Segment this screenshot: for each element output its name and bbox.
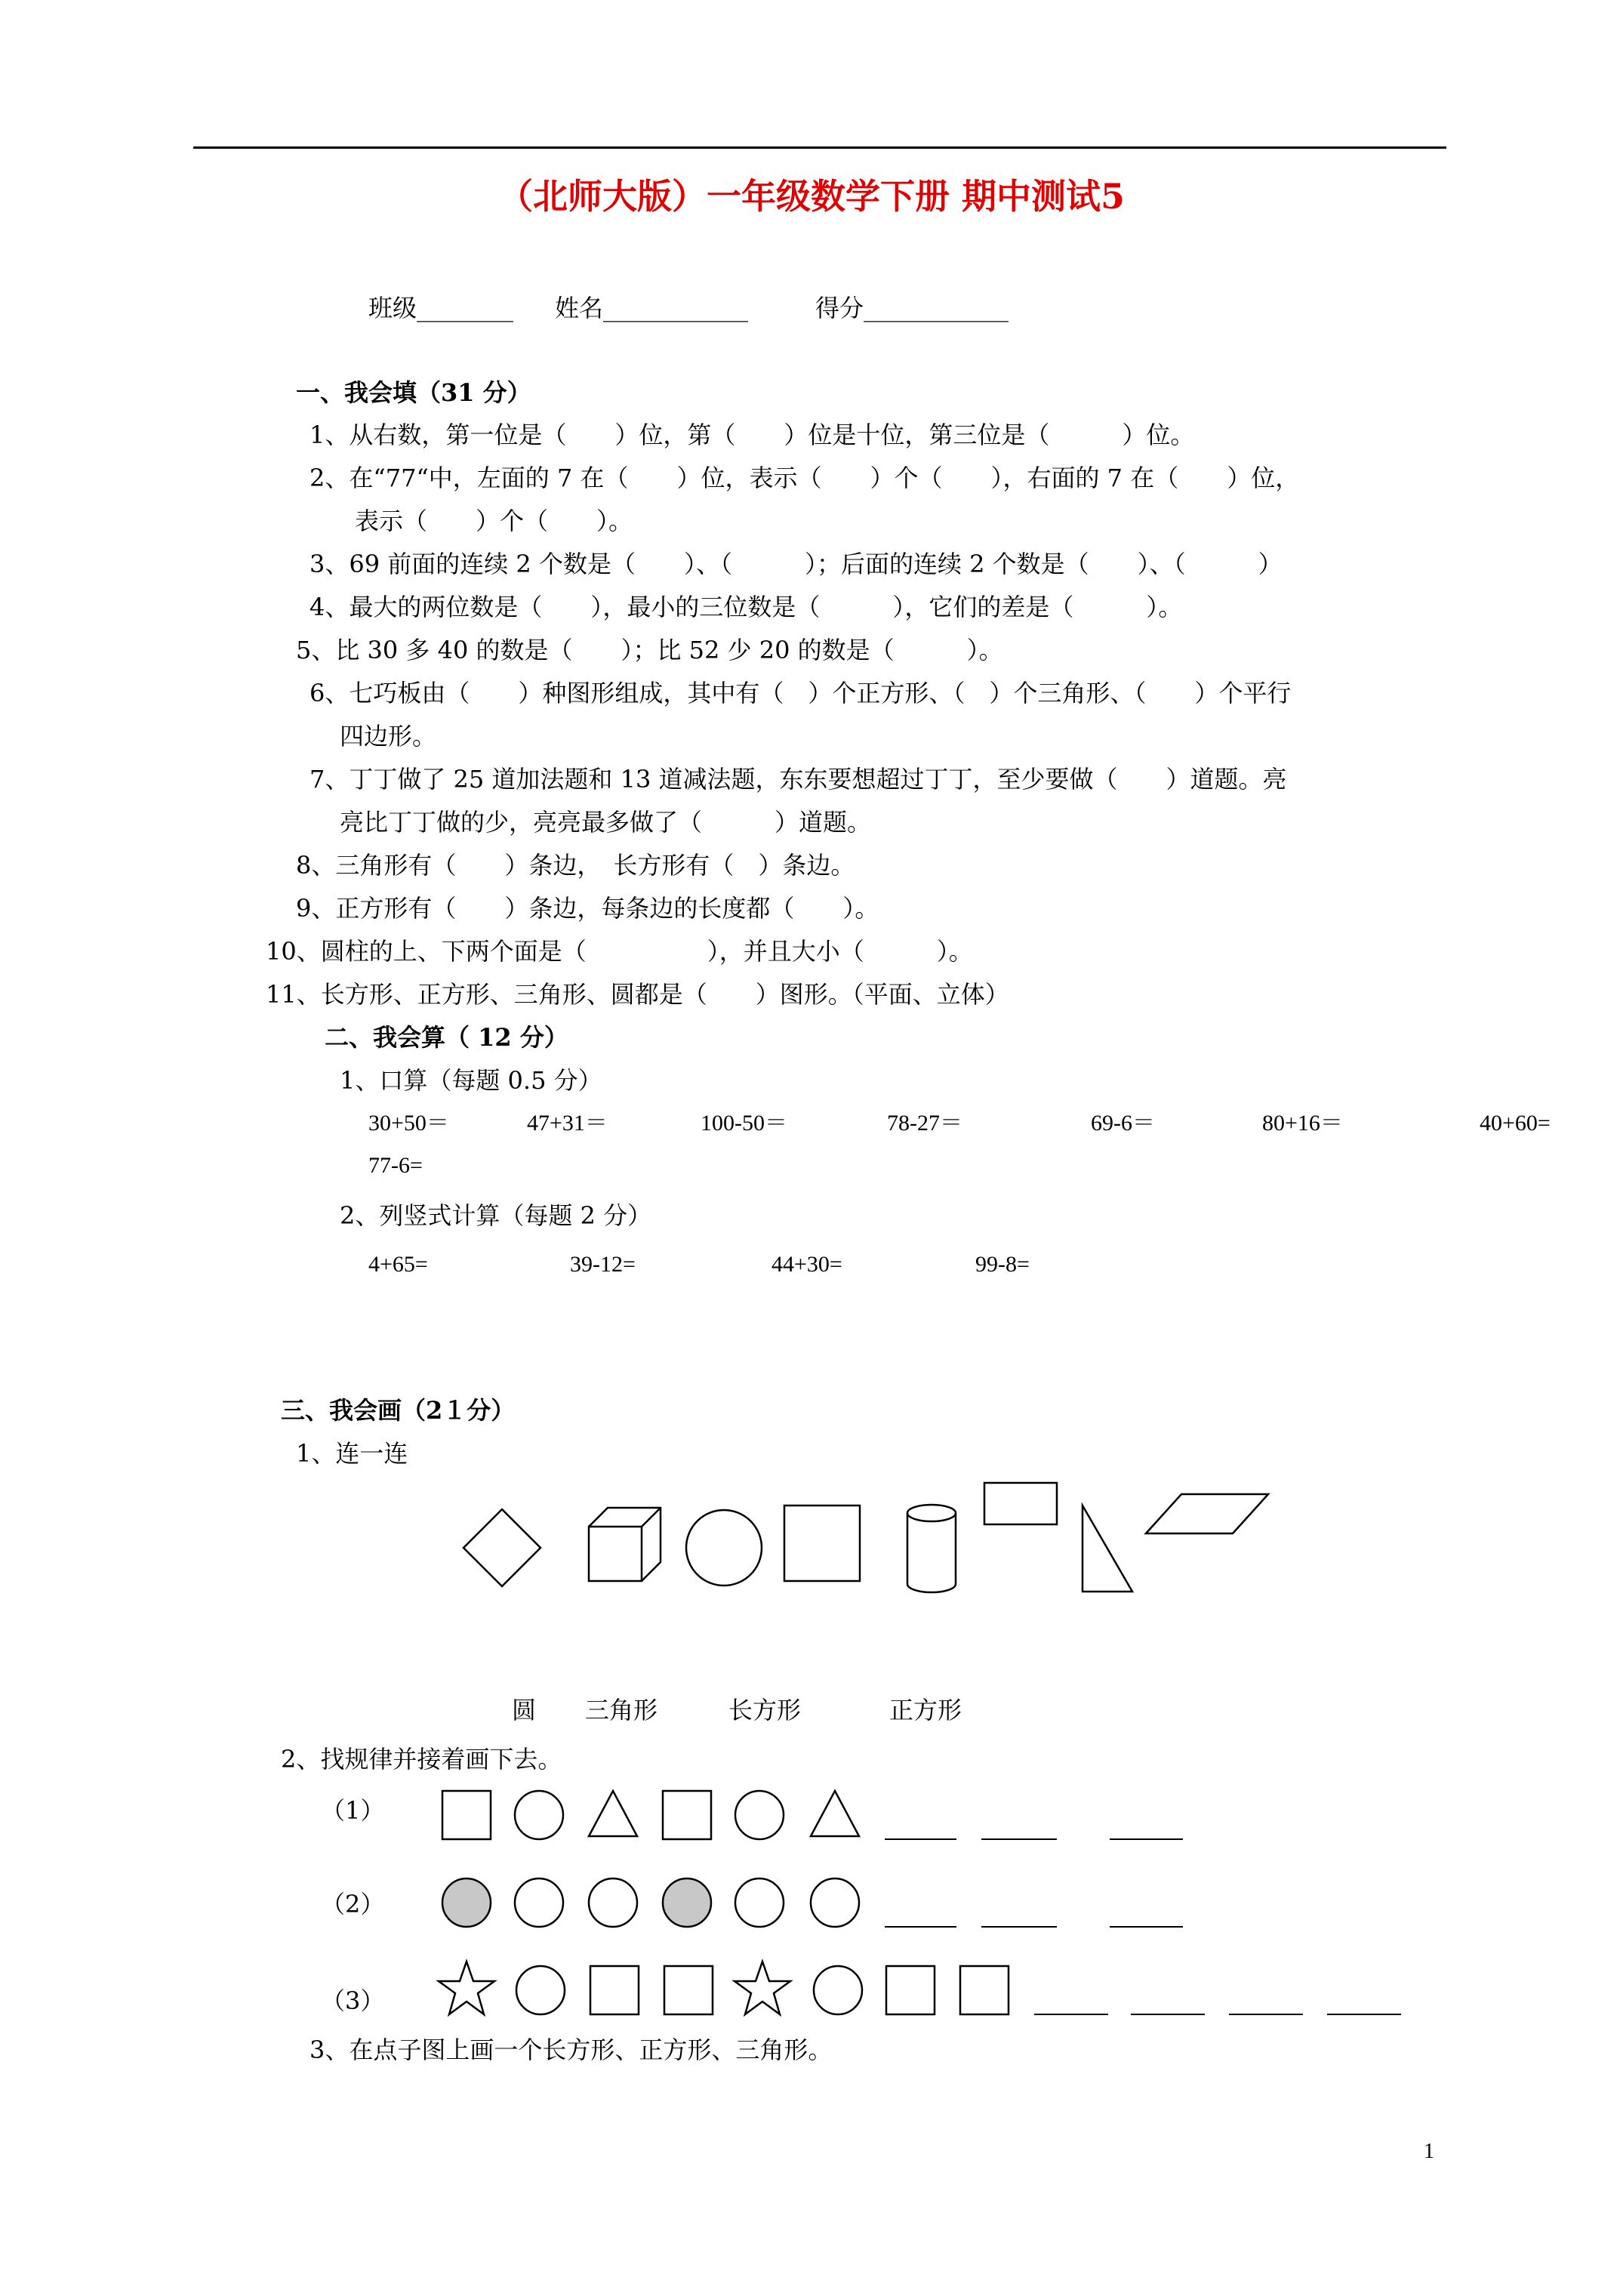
row-label: （3）	[321, 1986, 385, 2015]
row-label: （2）	[321, 1890, 385, 1918]
oral-item: 40+60=	[1480, 1111, 1551, 1136]
oral-item: 78-27＝	[887, 1111, 962, 1136]
shape-name: 三角形	[585, 1696, 658, 1724]
vertical-item: 4+65=	[368, 1252, 428, 1277]
vertical-sub: 2、列竖式计算（每题 2 分）	[340, 1201, 652, 1230]
oral-item: 47+31＝	[527, 1111, 608, 1136]
cylinder-shape	[904, 1502, 965, 1597]
parallelogram-shape	[1144, 1491, 1272, 1536]
shape-name: 正方形	[889, 1696, 962, 1724]
oral-item: 80+16＝	[1262, 1111, 1343, 1136]
vertical-item: 44+30=	[771, 1252, 842, 1277]
page-title: （北师大版）一年级数学下册 期中测试5	[497, 176, 1126, 217]
q6-line2: 四边形。	[340, 722, 437, 750]
q5: 5、比 30 多 40 的数是（ ）；比 52 少 20 的数是（ ）。	[296, 636, 1003, 664]
diamond-shape	[460, 1506, 544, 1589]
dot-grid-sub: 3、在点子图上画一个长方形、正方形、三角形。	[310, 2036, 833, 2064]
vertical-item: 39-12=	[570, 1252, 636, 1277]
q6-line1: 6、七巧板由（ ）种图形组成，其中有（ ）个正方形、（ ）个三角形、（ ）个平行	[310, 679, 1292, 707]
q7-line1: 7、丁丁做了 25 道加法题和 13 道减法题，东东要想超过丁丁，至少要做（ ）道题。亮	[310, 765, 1287, 794]
q2-line1: 2、在“77“中，左面的 7 在（ ）位，表示（ ）个（ ），右面的 7 在（ ）位，	[310, 464, 1300, 492]
pattern-row-1	[439, 1788, 1194, 1842]
q1: 1、从右数，第一位是（ ）位，第（ ）位是十位，第三位是（ ）位。	[310, 421, 1195, 449]
q2-line2: 表示（ ）个（ ）。	[355, 507, 633, 535]
q10: 10、圆柱的上、下两个面是（ ），并且大小（ ）。	[266, 937, 973, 966]
row-label: （1）	[321, 1796, 385, 1825]
q8: 8、三角形有（ ）条边， 长方形有（ ）条边。	[296, 851, 855, 880]
circle-shape	[683, 1506, 766, 1589]
oral-sub: 1、口算（每题 0.5 分）	[340, 1066, 602, 1095]
shape-name: 长方形	[728, 1696, 802, 1724]
name-label: 姓名____________	[555, 294, 749, 322]
cube-shape	[585, 1504, 668, 1587]
oral-item: 30+50＝	[368, 1111, 449, 1136]
pattern-sub: 2、找规律并接着画下去。	[281, 1745, 562, 1774]
pattern-row-3	[436, 1959, 1418, 2019]
pattern-row-2	[439, 1875, 1194, 1930]
rectangle-shape	[981, 1480, 1061, 1529]
connect-sub: 1、连一连	[296, 1439, 408, 1468]
section1-heading: 一、我会填（31 分）	[296, 378, 531, 407]
section2-heading: 二、我会算（ 12 分）	[325, 1023, 568, 1052]
q9: 9、正方形有（ ）条边，每条边的长度都（ ）。	[296, 894, 879, 923]
q11: 11、长方形、正方形、三角形、圆都是（ ）图形。（平面、立体）	[266, 980, 1009, 1009]
oral-item: 69-6＝	[1091, 1111, 1155, 1136]
score-label: 得分____________	[815, 294, 1009, 322]
vertical-item: 99-8=	[975, 1252, 1030, 1277]
q3: 3、69 前面的连续 2 个数是（ ）、（ ）；后面的连续 2 个数是（ ）、（ ）	[310, 550, 1283, 578]
section3-heading: 三、我会画（2１分）	[281, 1396, 516, 1425]
page-number: 1	[1424, 2140, 1434, 2163]
oral-item: 100-50＝	[701, 1111, 787, 1136]
q4: 4、最大的两位数是（ ），最小的三位数是（ ），它们的差是（ ）。	[310, 593, 1183, 621]
right-triangle-shape	[1078, 1502, 1138, 1597]
class-label: 班级________	[368, 294, 514, 322]
q7-line2: 亮比丁丁做的少，亮亮最多做了（ ）道题。	[340, 808, 872, 837]
oral-item: 77-6=	[368, 1153, 423, 1178]
top-rule	[193, 146, 1446, 149]
square-shape	[781, 1502, 864, 1586]
shape-name: 圆	[512, 1696, 537, 1724]
